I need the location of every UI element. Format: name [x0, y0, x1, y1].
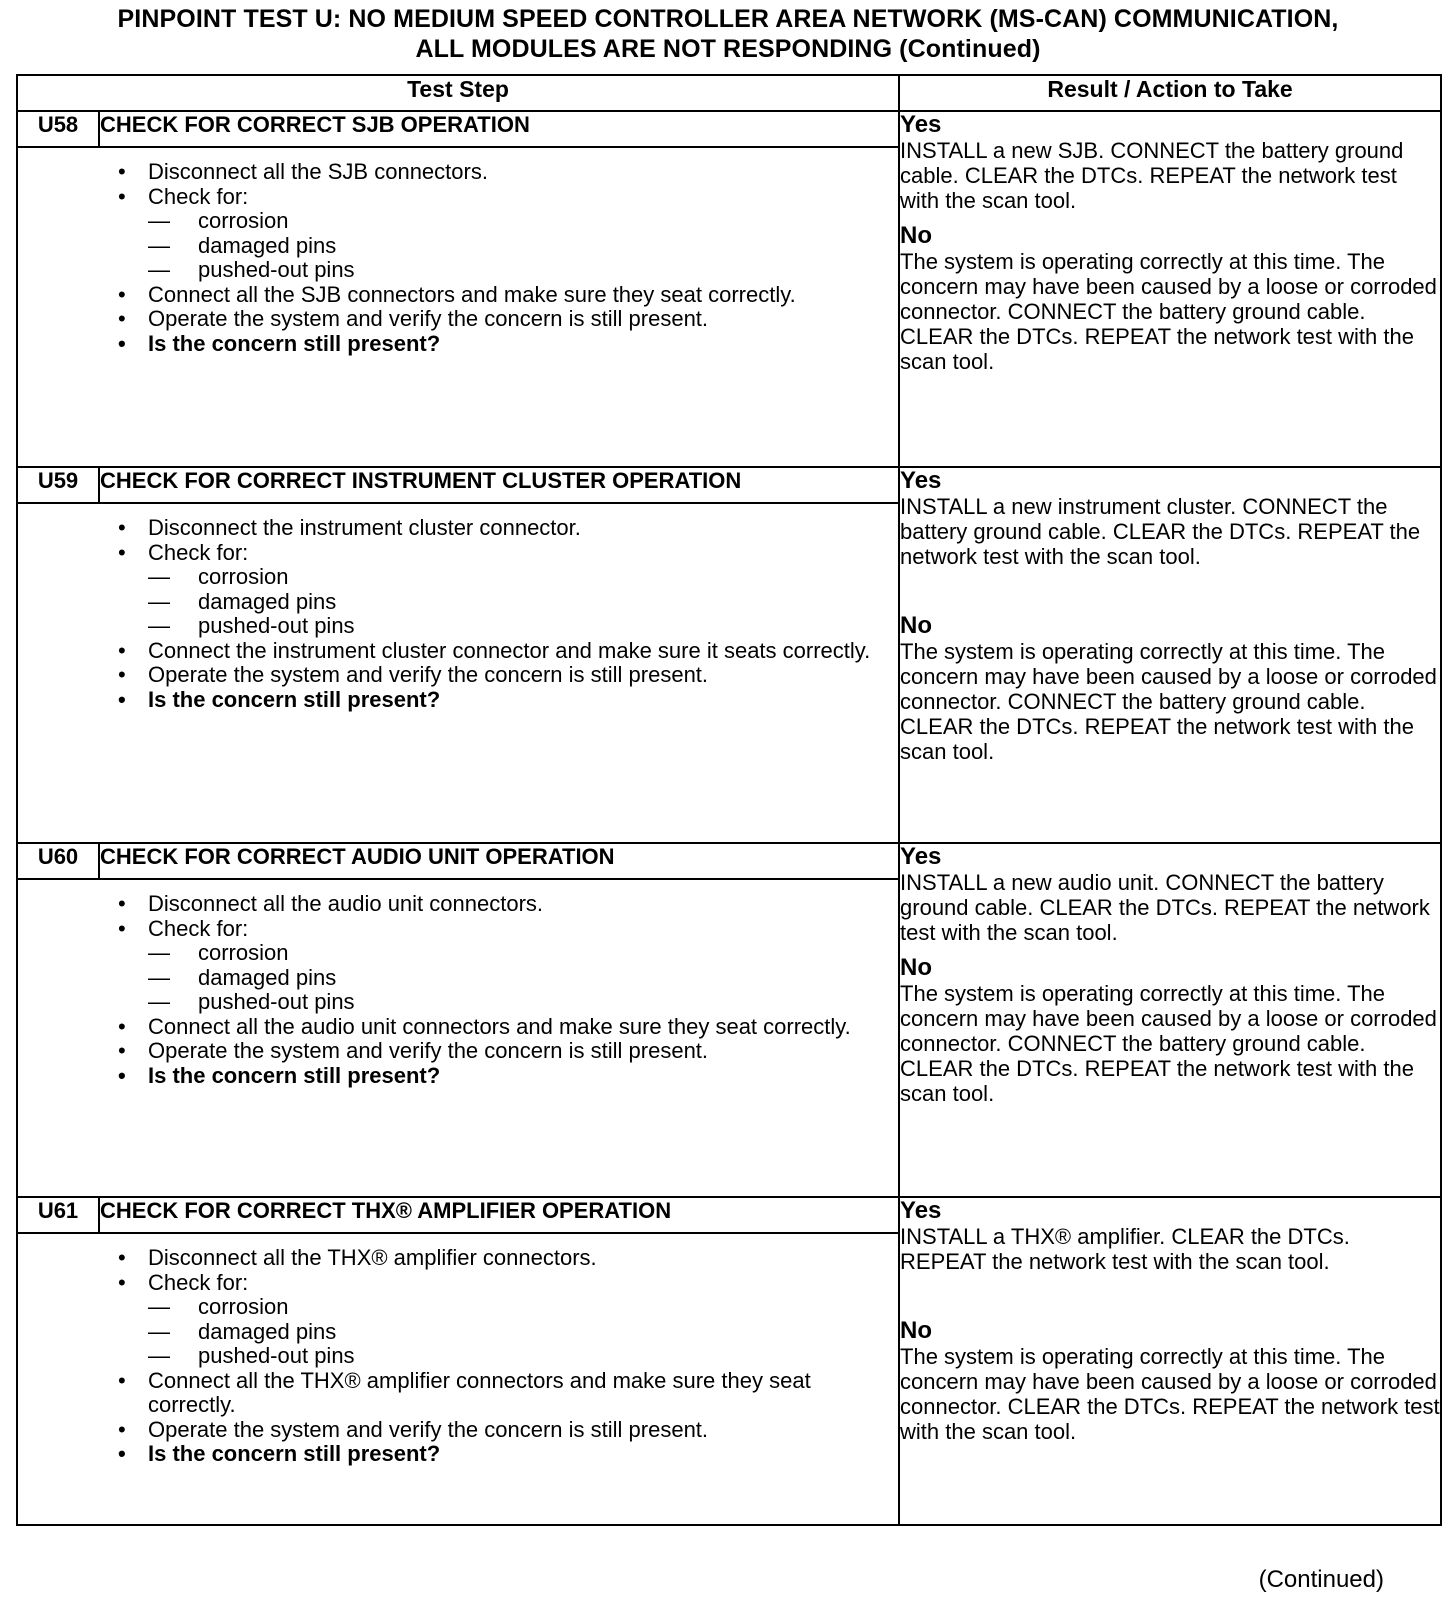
check-list: [148, 209, 888, 283]
action-item: [110, 1271, 888, 1369]
question-item: • Is the concern still present?: [110, 1442, 888, 1467]
yes-action: INSTALL a new audio unit. CONNECT the battery ground cable. CLEAR the DTCs. REPEAT the network test with the scan tool.: [900, 870, 1430, 945]
page-title: [16, 4, 1440, 64]
check-item: — damaged pins: [148, 590, 888, 615]
step-title: CHECK FOR CORRECT THX® AMPLIFIER OPERATION: [99, 1197, 899, 1233]
check-item: — corrosion: [148, 1295, 888, 1320]
yes-label: Yes: [900, 1197, 942, 1224]
step-result: [899, 467, 1441, 843]
check-for-label: Check for:: [148, 915, 249, 941]
title-line-2: ALL MODULES ARE NOT RESPONDING (Continued): [415, 35, 1041, 63]
action-item: [110, 541, 888, 639]
check-item: — pushed-out pins: [148, 990, 888, 1015]
step-title-row: [17, 1197, 1441, 1233]
action-item: • Disconnect all the audio unit connectors.: [110, 892, 888, 917]
action-item: • Operate the system and verify the concern is still present.: [110, 307, 888, 332]
question-item: • Is the concern still present?: [110, 688, 888, 713]
no-action: The system is operating correctly at this time. The concern may have been caused by a loose or corroded connector. CONNECT the battery ground cable. CLEAR the DTCs. REPEAT the network test with the scan tool.: [900, 981, 1437, 1106]
question-item: • Is the concern still present?: [110, 1064, 888, 1089]
check-item: — pushed-out pins: [148, 1344, 888, 1369]
step-title-row: [17, 843, 1441, 879]
question-item: • Is the concern still present?: [110, 332, 888, 357]
continued-note: (Continued): [1258, 1566, 1384, 1593]
step-id: U61: [17, 1197, 99, 1233]
step-title: CHECK FOR CORRECT INSTRUMENT CLUSTER OPERATION: [99, 467, 899, 503]
action-item: • Connect all the THX® amplifier connectors and make sure they seat correctly.: [110, 1369, 888, 1418]
action-list: [18, 148, 898, 362]
action-item: • Disconnect all the THX® amplifier connectors.: [110, 1246, 888, 1271]
step-result: [899, 1197, 1441, 1525]
pinpoint-test-table: [16, 74, 1442, 1526]
title-line-1: PINPOINT TEST U: NO MEDIUM SPEED CONTROLLER AREA NETWORK (MS-CAN) COMMUNICATION,: [117, 5, 1339, 33]
check-item: — corrosion: [148, 209, 888, 234]
action-list: [18, 880, 898, 1094]
step-actions: [17, 1233, 899, 1525]
check-item: — corrosion: [148, 565, 888, 590]
action-list: [18, 1234, 898, 1473]
step-id: U58: [17, 111, 99, 147]
step-actions: [17, 147, 899, 467]
step-title: CHECK FOR CORRECT SJB OPERATION: [99, 111, 899, 147]
yes-label: Yes: [900, 111, 942, 138]
no-action: The system is operating correctly at this time. The concern may have been caused by a loose or corroded connector. CLEAR the DTCs. REPEAT the network test with the scan tool.: [900, 1344, 1440, 1444]
check-item: — damaged pins: [148, 1320, 888, 1345]
action-list: [18, 504, 898, 718]
no-action: The system is operating correctly at this time. The concern may have been caused by a loose or corroded connector. CONNECT the battery ground cable. CLEAR the DTCs. REPEAT the network test with the scan tool.: [900, 249, 1437, 374]
action-item: • Operate the system and verify the concern is still present.: [110, 663, 888, 688]
yes-action: INSTALL a THX® amplifier. CLEAR the DTCs. REPEAT the network test with the scan tool.: [900, 1224, 1350, 1274]
check-list: [148, 1295, 888, 1369]
action-item: • Disconnect the instrument cluster connector.: [110, 516, 888, 541]
no-label: No: [900, 954, 933, 981]
step-result: [899, 843, 1441, 1197]
no-label: No: [900, 1317, 933, 1344]
step-result: [899, 111, 1441, 467]
action-item: [110, 917, 888, 1015]
step-title-row: [17, 467, 1441, 503]
action-item: • Connect all the SJB connectors and make sure they seat correctly.: [110, 283, 888, 308]
check-item: — damaged pins: [148, 234, 888, 259]
no-action: The system is operating correctly at this time. The concern may have been caused by a loose or corroded connector. CONNECT the battery ground cable. CLEAR the DTCs. REPEAT the network test with the scan tool.: [900, 639, 1437, 764]
action-item: • Connect all the audio unit connectors and make sure they seat correctly.: [110, 1015, 888, 1040]
no-label: No: [900, 222, 933, 249]
step-title: CHECK FOR CORRECT AUDIO UNIT OPERATION: [99, 843, 899, 879]
step-title-row: [17, 111, 1441, 147]
check-item: — corrosion: [148, 941, 888, 966]
check-item: — pushed-out pins: [148, 614, 888, 639]
check-item: — pushed-out pins: [148, 258, 888, 283]
header-test-step: Test Step: [17, 75, 899, 111]
step-actions: [17, 879, 899, 1197]
yes-action: INSTALL a new instrument cluster. CONNECT the battery ground cable. CLEAR the DTCs. REPEAT the network test with the scan tool.: [900, 494, 1421, 569]
check-list: [148, 941, 888, 1015]
yes-action: INSTALL a new SJB. CONNECT the battery ground cable. CLEAR the DTCs. REPEAT the network test with the scan tool.: [900, 138, 1404, 213]
table-header-row: [17, 75, 1441, 111]
check-for-label: Check for:: [148, 183, 249, 209]
action-item: • Disconnect all the SJB connectors.: [110, 160, 888, 185]
check-for-label: Check for:: [148, 1269, 249, 1295]
yes-label: Yes: [900, 467, 942, 494]
step-actions: [17, 503, 899, 843]
header-result-action: Result / Action to Take: [899, 75, 1441, 111]
check-item: — damaged pins: [148, 966, 888, 991]
action-item: • Operate the system and verify the concern is still present.: [110, 1039, 888, 1064]
step-id: U59: [17, 467, 99, 503]
action-item: [110, 185, 888, 283]
no-label: No: [900, 612, 933, 639]
step-id: U60: [17, 843, 99, 879]
check-list: [148, 565, 888, 639]
action-item: • Connect the instrument cluster connector and make sure it seats correctly.: [110, 639, 888, 664]
check-for-label: Check for:: [148, 539, 249, 565]
yes-label: Yes: [900, 843, 942, 870]
action-item: • Operate the system and verify the concern is still present.: [110, 1418, 888, 1443]
